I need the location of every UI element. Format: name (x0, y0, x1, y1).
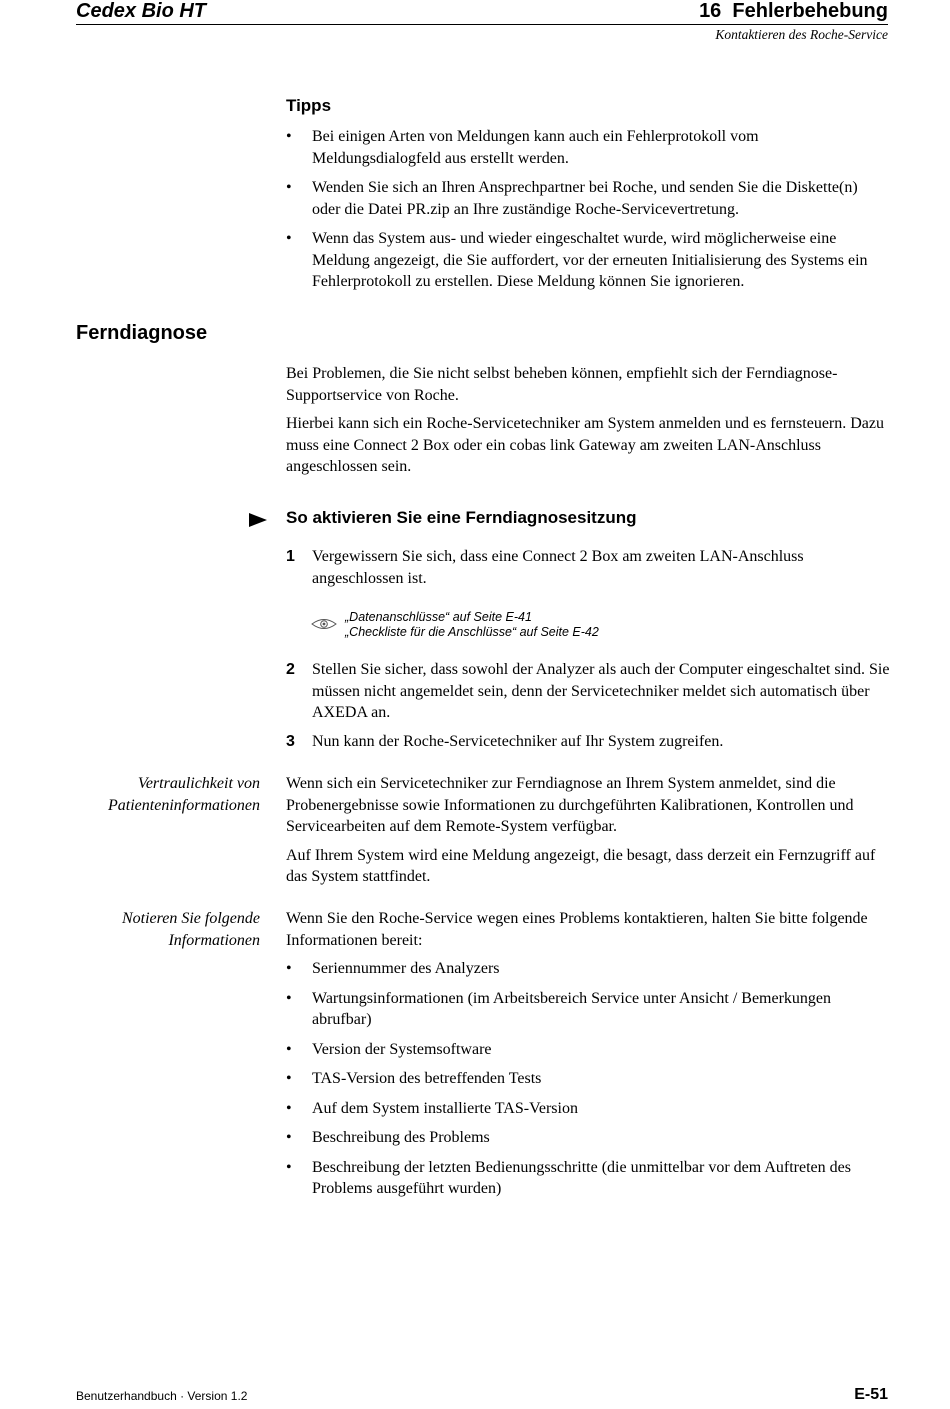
list-item: • Wartungsinformationen (im Arbeitsbereich Service unter Ansicht / Bemerkungen abrufbar) (286, 989, 832, 1028)
procedure-step (286, 731, 890, 753)
reference-link[interactable]: „Datenanschlüsse“ auf Seite E-41 (345, 610, 532, 624)
step-text: Vergewissern Sie sich, dass eine Connect 2 Box am zweiten LAN-Anschluss angeschlossen ist. (312, 548, 804, 587)
tips-list (286, 126, 890, 301)
list-item: • Seriennummer des Analyzers (286, 958, 890, 980)
procedure-arrow-icon (249, 513, 267, 527)
procedure-heading: So aktivieren Sie eine Ferndiagnosesitzung (286, 508, 637, 527)
bullet-icon: • (286, 989, 292, 1007)
ferndiagnose-body (286, 363, 890, 485)
confidentiality-body (286, 773, 890, 895)
bullet-icon: • (286, 128, 292, 145)
bullet-icon: • (286, 1158, 292, 1176)
bullet-icon: • (286, 1070, 292, 1087)
section-heading-ferndiagnose: Ferndiagnose (76, 322, 208, 344)
page-number: E-51 (854, 1386, 888, 1403)
bullet-icon: • (286, 1040, 292, 1058)
margin-note-confidentiality: Vertraulichkeit von Patienteninformationen (108, 775, 260, 814)
paragraph: Hierbei kann sich ein Roche-Servicetechniker am System anmelden und es fernsteuern. Dazu muss eine Connect 2 Box oder ein cobas link Gateway am zweiten LAN-Anschluss angeschlossen sein. (286, 415, 885, 475)
list-item: • Wenden Sie sich an Ihren Ansprechpartner bei Roche, und senden Sie die Diskette(n) oder die Datei PR.zip an Ihre zuständige Roche-Servicevertretung. (286, 179, 858, 218)
eye-icon (311, 617, 337, 631)
paragraph: Wenn sich ein Servicetechniker zur Ferndiagnose an Ihrem System anmeldet, sind die Probenergebnisse sowie Informationen zu durchgeführten Kalibrationen, Kontrollen und Servicearbeiten auf dem Remote-System verfügbar. (286, 775, 854, 835)
step-text: Stellen Sie sicher, dass sowohl der Analyzer als auch der Computer eingeschaltet sind. Sie müssen nicht angemeldet sein, denn der Servicetechniker meldet sich automatisch über AXEDA an. (312, 661, 890, 721)
bullet-icon: • (286, 960, 292, 977)
step-text: Nun kann der Roche-Servicetechniker auf Ihr System zugreifen. (312, 733, 724, 750)
bullet-icon: • (286, 1129, 292, 1146)
bullet-icon: • (286, 179, 292, 196)
margin-note-info: Notieren Sie folgende Informationen (121, 910, 260, 949)
info-list (286, 958, 890, 1200)
header-rule (76, 24, 888, 25)
list-item: • Beschreibung der letzten Bedienungsschritte (die unmittelbar vor dem Auftreten des Problems ausgeführt wurden) (286, 1158, 851, 1197)
cross-reference[interactable] (345, 610, 599, 640)
list-item: • Beschreibung des Problems (286, 1127, 890, 1149)
step-number: 3 (286, 733, 295, 750)
product-title: Cedex Bio HT (76, 0, 207, 22)
procedure-step (286, 546, 890, 589)
reference-link[interactable]: „Checkliste für die Anschlüsse“ auf Seite E-42 (345, 625, 599, 639)
bullet-icon: • (286, 230, 292, 247)
paragraph: Auf Ihrem System wird eine Meldung angezeigt, die besagt, dass derzeit ein Fernzugriff auf das System stattfindet. (286, 846, 876, 885)
step-number: 2 (286, 661, 295, 678)
bullet-icon: • (286, 1099, 292, 1117)
paragraph: Wenn Sie den Roche-Service wegen eines Problems kontaktieren, halten Sie bitte folgende Informationen bereit: (286, 910, 868, 949)
info-body (286, 908, 890, 1208)
list-item: • Bei einigen Arten von Meldungen kann auch ein Fehlerprotokoll vom Meldungsdialogfeld aus erstellt werden. (286, 128, 759, 167)
list-item: • Auf dem System installierte TAS-Version (286, 1098, 890, 1120)
footer-manual-version: Benutzerhandbuch · Version 1.2 (76, 1389, 248, 1403)
chapter-subtitle: Kontaktieren des Roche-Service (715, 27, 888, 42)
paragraph: Bei Problemen, die Sie nicht selbst beheben können, empfiehlt sich der Ferndiagnose-Supportservice von Roche. (286, 365, 838, 404)
list-item: • Wenn das System aus- und wieder eingeschaltet wurde, wird möglicherweise eine Meldung angezeigt, die Sie auffordert, vor der erneuten Initialisierung des Systems ein Fehlerprotokoll zu erstellen. Diese Meldung können Sie ignorieren. (286, 230, 868, 290)
list-item: • Version der Systemsoftware (286, 1039, 890, 1061)
chapter-title: 16 Fehlerbehebung (699, 0, 888, 22)
list-item: • TAS-Version des betreffenden Tests (286, 1068, 890, 1090)
procedure-step (286, 659, 890, 724)
step-number: 1 (286, 548, 295, 565)
tips-heading: Tipps (286, 96, 332, 115)
